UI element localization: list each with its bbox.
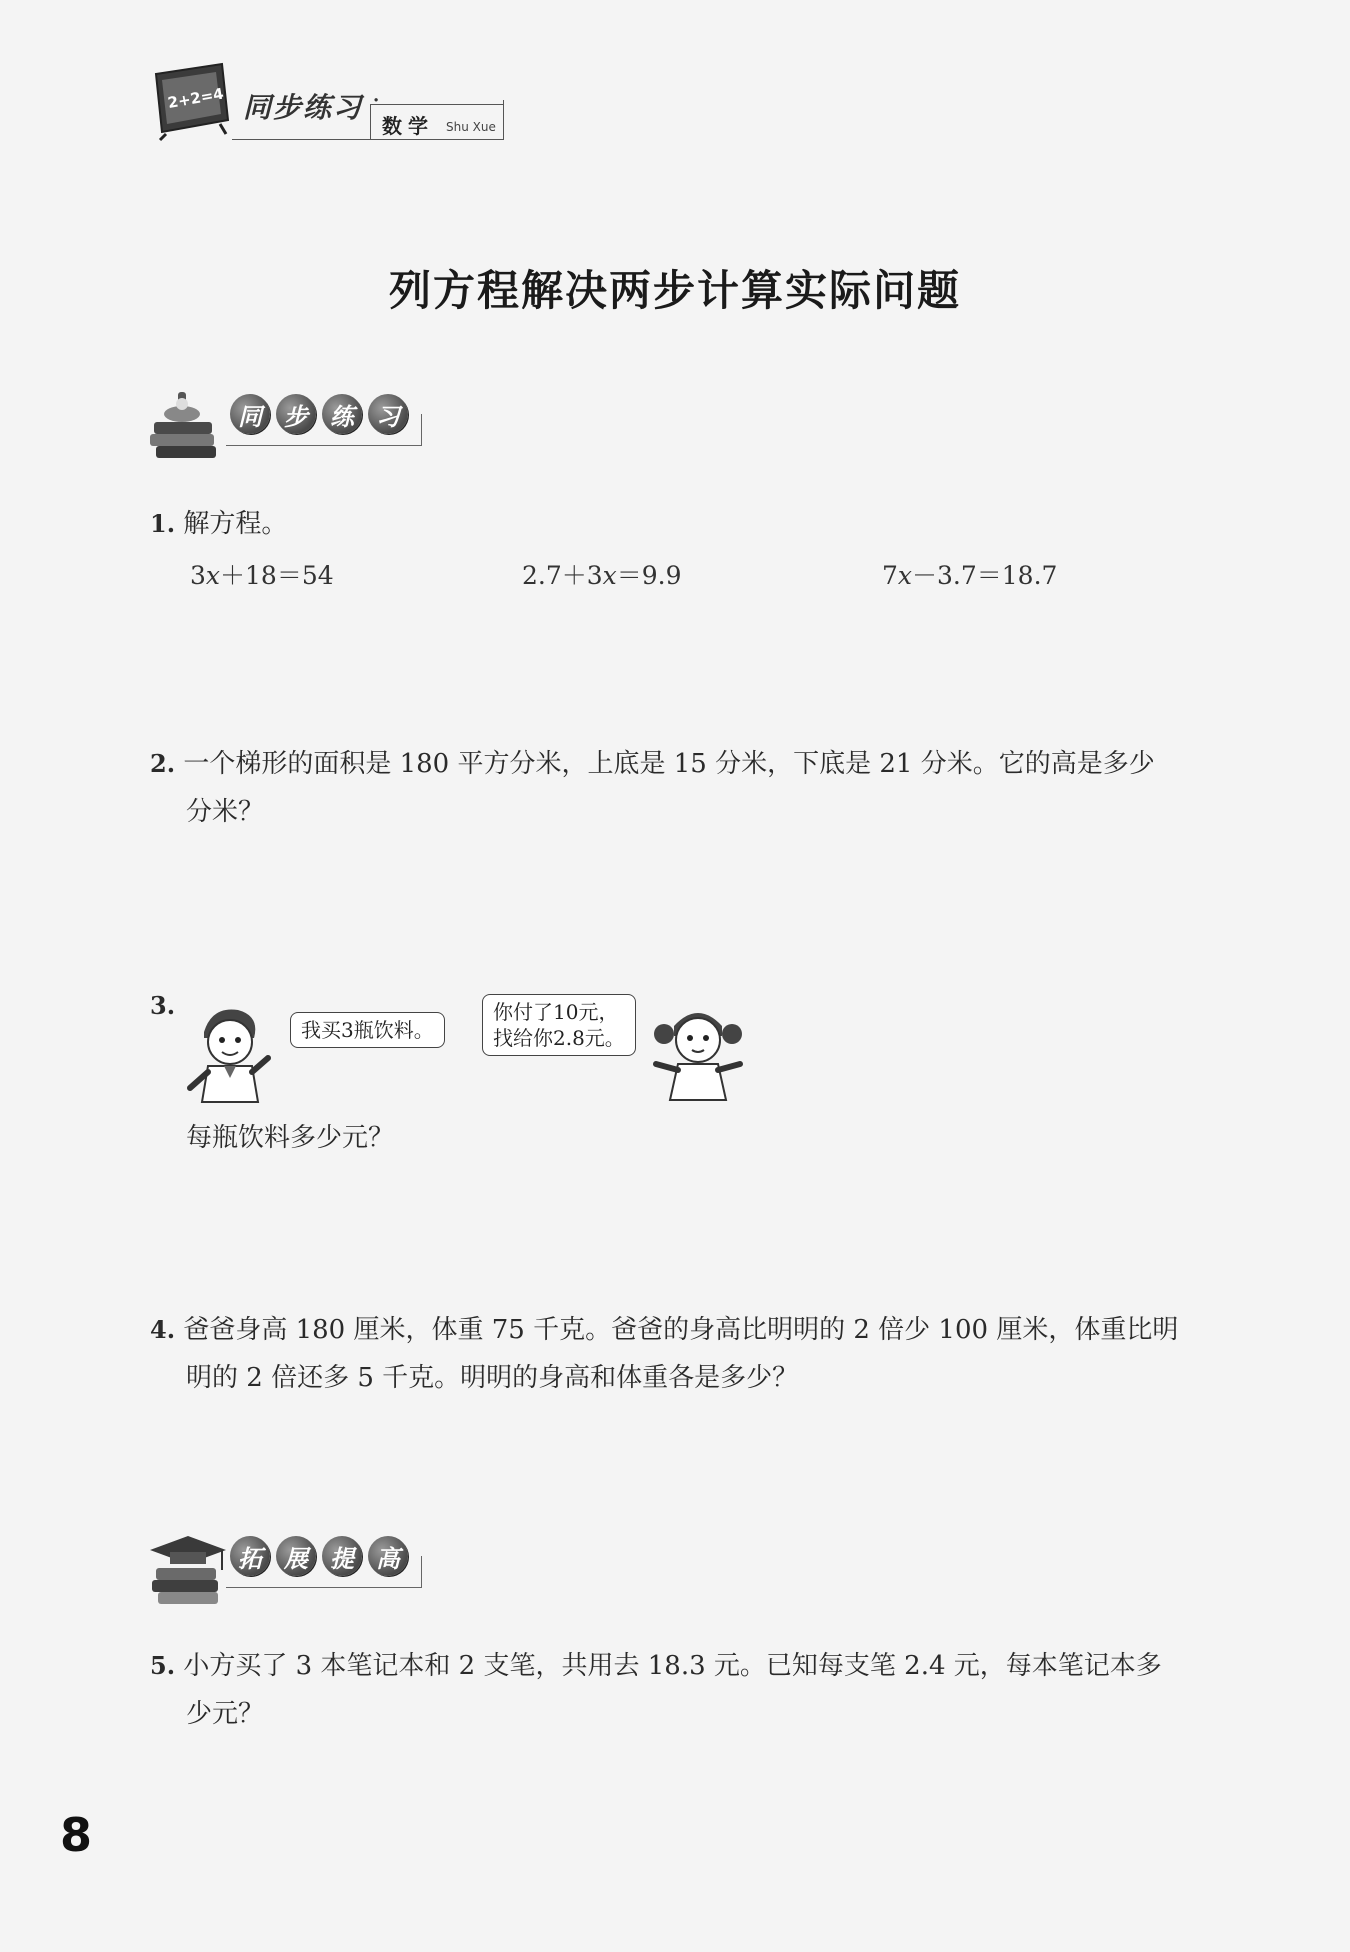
banner-char: 拓 [230,1536,270,1576]
equation-1: 3x＋18＝54 [190,561,334,590]
equation-2: 2.7＋3x＝9.9 [522,561,682,590]
question-number: 5. [150,1651,176,1680]
question-5 [150,1642,1162,1690]
page-number: 8 [60,1808,93,1862]
banner-char: 展 [276,1536,316,1576]
question-4 [150,1306,1178,1354]
girl-speech-bubble: 你付了10元， 找给你2.8元。 [482,994,636,1056]
banner-char: 高 [368,1536,408,1576]
series-title: 同步练习 [243,91,364,124]
header-separator: · [372,86,381,116]
books-lamp-icon [148,392,230,464]
question-text-line1: 爸爸身高 180 厘米，体重 75 千克。爸爸的身高比明明的 2 倍少 100 厘米，体重比明 [183,1315,1179,1345]
question-2-continued: 分米？ [186,797,265,827]
banner-char: 同 [230,394,270,434]
question-3 [150,982,175,1030]
banner-char: 提 [322,1536,362,1576]
section-banner-extension [148,1528,448,1608]
question-2 [150,740,1155,788]
banner-char: 步 [276,394,316,434]
question-text-line1: 一个梯形的面积是 180 平方分米，上底是 15 分米，下底是 21 分米。它的高是多少 [183,749,1155,779]
subject-label: 数学 [382,114,434,138]
chalkboard-logo-icon [152,62,230,142]
question-text-line1: 小方买了 3 本笔记本和 2 支笔，共用去 18.3 元。已知每支笔 2.4 元，每本笔记本多 [183,1651,1162,1681]
banner-char: 习 [368,394,408,434]
question-4-continued: 明的 2 倍还多 5 千克。明明的身高和体重各是多少？ [186,1363,799,1393]
banner-char: 练 [322,394,362,434]
question-number: 1. [150,509,176,538]
boy-illustration-icon [182,1002,282,1106]
banner-label [230,1536,408,1576]
equation-3: 7x－3.7＝18.7 [882,561,1058,590]
question-number: 3. [150,991,176,1020]
question-5-continued: 少元？ [186,1699,265,1729]
question-text: 解方程。 [183,509,288,539]
section-banner-practice [148,386,448,466]
graduation-cap-books-icon [148,1534,230,1606]
girl-illustration-icon [648,996,748,1102]
question-number: 4. [150,1315,176,1344]
question-1 [150,500,287,548]
banner-label [230,394,408,434]
subject-pinyin: Shu Xue [446,120,496,134]
page-title: 列方程解决两步计算实际问题 [388,266,961,315]
question-3-text: 每瓶饮料多少元？ [186,1123,395,1153]
question-number: 2. [150,749,176,778]
svg-text:2+2=4: 2+2=4 [166,84,226,113]
boy-speech-bubble: 我买3瓶饮料。 [290,1012,445,1048]
